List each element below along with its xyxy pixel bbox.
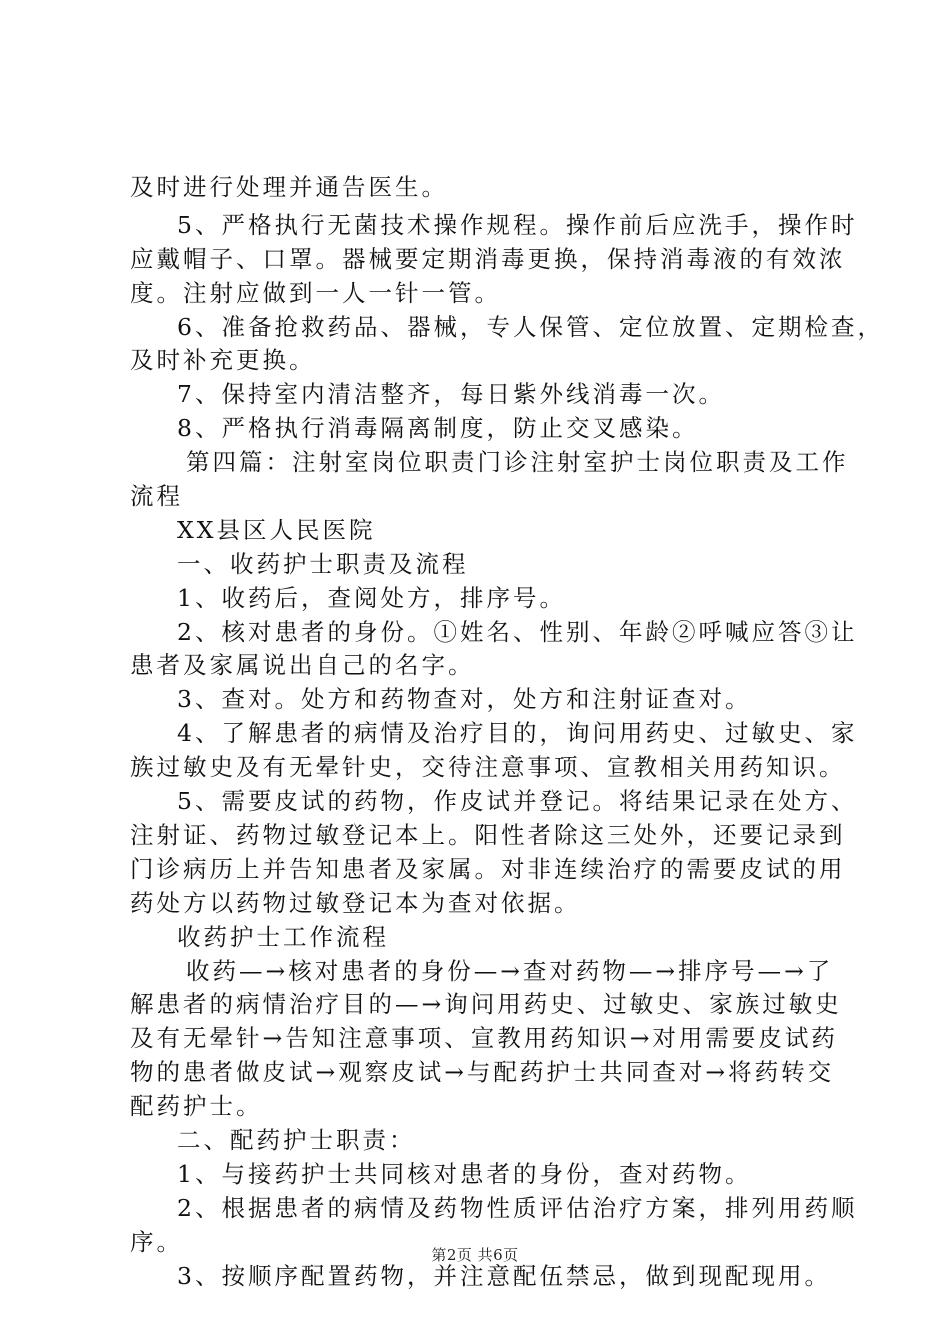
text-line: 门诊病历上并告知患者及家属。对非连续治疗的需要皮试的用 [130, 855, 846, 883]
text-line: 8、严格执行消毒隔离制度，防止交叉感染。 [177, 414, 699, 442]
text-line: 5、需要皮试的药物，作皮试并登记。将结果记录在处方、 [177, 787, 858, 815]
text-line: 度。注射应做到一人一针一管。 [130, 279, 501, 307]
text-line: 药处方以药物过敏登记本为查对依据。 [130, 889, 581, 917]
text-line: 1、与接药护士共同核对患者的身份，查对药物。 [177, 1160, 752, 1188]
text-line: 及时补充更换。 [130, 346, 316, 374]
hospital-name: XX县区人民医院 [177, 516, 376, 544]
page-footer: 第2页 共6页 [431, 1246, 519, 1264]
text-line: 族过敏史及有无晕针史，交待注意事项、宣教相关用药知识。 [130, 753, 846, 781]
text-line: 2、根据患者的病情及药物性质评估治疗方案，排列用药顺 [177, 1194, 858, 1222]
text-line: 患者及家属说出自己的名字。 [130, 651, 475, 679]
subsection-heading: 二、配药护士职责： [177, 1126, 416, 1154]
text-line: 1、收药后，查阅处方，排序号。 [177, 584, 566, 612]
text-line: 2、核对患者的身份。①姓名、性别、年龄②呼喊应答③让 [177, 618, 858, 646]
text-line: 收药—→核对患者的身份—→查对药物—→排序号—→了 [186, 957, 834, 985]
text-line: 物的患者做皮试→观察皮试→与配药护士共同查对→将药转交 [130, 1058, 835, 1086]
text-line: 4、了解患者的病情及治疗目的，询问用药史、过敏史、家 [177, 719, 858, 747]
text-line: 及有无晕针→告知注意事项、宣教用药知识→对用需要皮试药 [130, 1024, 838, 1052]
subsection-heading: 一、收药护士职责及流程 [177, 550, 469, 578]
section-heading: 第四篇：注射室岗位职责门诊注射室护士岗位职责及工作 [186, 448, 849, 476]
text-line: 配药护士。 [130, 1092, 263, 1120]
text-line: 注射证、药物过敏登记本上。阳性者除这三处外，还要记录到 [130, 821, 846, 849]
text-line: 及时进行处理并通告医生。 [130, 173, 448, 201]
text-line: 应戴帽子、口罩。器械要定期消毒更换，保持消毒液的有效浓 [130, 245, 846, 273]
text-line: 7、保持室内清洁整齐，每日紫外线消毒一次。 [177, 380, 725, 408]
text-line: 序。 [130, 1228, 183, 1256]
text-line: 3、按顺序配置药物，并注意配伍禁忌，做到现配现用。 [177, 1262, 831, 1290]
section-heading: 流程 [130, 482, 183, 510]
subsection-heading: 收药护士工作流程 [177, 923, 389, 951]
text-line: 3、查对。处方和药物查对，处方和注射证查对。 [177, 685, 752, 713]
text-line: 6、准备抢救药品、器械，专人保管、定位放置、定期检查， [177, 313, 884, 341]
text-line: 5、严格执行无菌技术操作规程。操作前后应洗手，操作时 [177, 211, 858, 239]
text-line: 解患者的病情治疗目的—→询问用药史、过敏史、家族过敏史 [130, 990, 842, 1018]
